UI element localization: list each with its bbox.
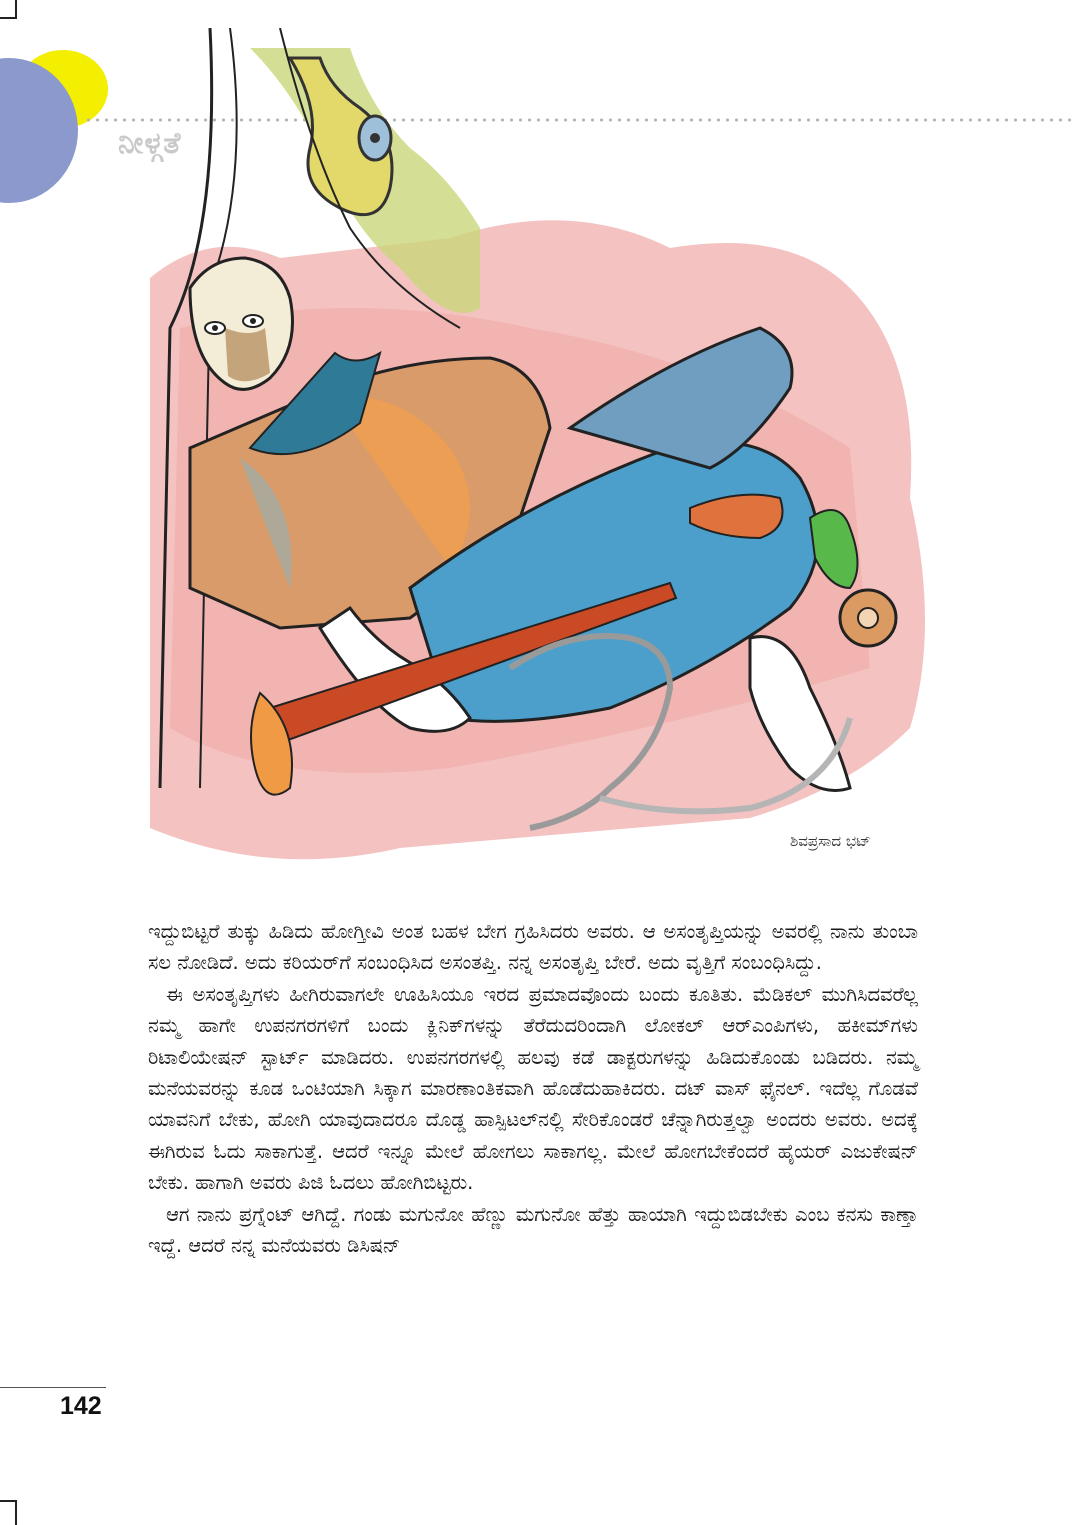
paragraph-2: ಈ ಅಸಂತೃಪ್ತಿಗಳು ಹೀಗಿರುವಾಗಲೇ ಊಹಿಸಿಯೂ ಇರದ ಪ್ರಮಾದವೊಂದು ಬಂದು ಕೂತಿತು. ಮೆಡಿಕಲ್ ಮುಗಿಸಿದವರೆಲ್ಲ ನಮ್ಮ ಹಾಗೇ ಉಪನಗರಗಳಿಗೆ ಬಂದು ಕ್ಲಿನಿಕ್‌ಗಳನ್ನು ತೆರೆದುದರಿಂದಾಗಿ ಲೋಕಲ್ ಆರ್‌ಎಂಪಿಗಳು, ಹಕೀಮ್‌ಗಳು ರಿಟಾಲಿಯೇಷನ್ ಸ್ಟಾರ್ಟ್ ಮಾಡಿದರು. ಉಪನಗರಗಳಲ್ಲಿ ಹಲವು ಕಡೆ ಡಾಕ್ಟರುಗಳನ್ನು ಹಿಡಿದುಕೊಂಡು ಬಡಿದರು. ನಮ್ಮ ಮನೆಯವರನ್ನು ಕೂಡ ಒಂಟಿಯಾಗಿ ಸಿಕ್ಕಾಗ ಮಾರಣಾಂತಿಕವಾಗಿ ಹೊಡೆದುಹಾಕಿದರು. ದಟ್ ವಾಸ್ ಫೈನಲ್. ಇದೆಲ್ಲ ಗೊಡವೆ ಯಾವನಿಗೆ ಬೇಕು, ಹೋಗಿ ಯಾವುದಾದರೂ ದೊಡ್ಡ ಹಾಸ್ಪಿಟಲ್‌ನಲ್ಲಿ ಸೇರಿಕೊಂಡರೆ ಚೆನ್ನಾಗಿರುತ್ತಲ್ವಾ ಅಂದರು ಅವರು. ಅದಕ್ಕೆ ಈಗಿರುವ ಓದು ಸಾಕಾಗುತ್ತೆ. ಆದರೆ ಇನ್ನೂ ಮೇಲೆ ಹೋಗಲು ಸಾಕಾಗಲ್ಲ. ಮೇಲೆ ಹೋಗಬೇಕೆಂದರೆ ಹೈಯರ್ ಎಜುಕೇಷನ್ ಬೇಕು. ಹಾಗಾಗಿ ಅವರು ಪಿಜಿ ಓದಲು ಹೋಗಿಬಿಟ್ಟರು. <box>148 982 918 1195</box>
crop-mark-bottom-left-h <box>0 1500 17 1502</box>
story-illustration <box>150 28 942 886</box>
crop-mark-top-left <box>15 0 17 18</box>
story-body <box>148 916 918 1261</box>
section-title: ನೀಳ್ಗತೆ <box>118 126 182 161</box>
paragraph-3: ಆಗ ನಾನು ಪ್ರಗ್ನೆಂಟ್ ಆಗಿದ್ದೆ. ಗಂಡು ಮಗುನೋ ಹೆಣ್ಣು ಮಗುನೋ ಹೆತ್ತು ಹಾಯಾಗಿ ಇದ್ದುಬಿಡಬೇಕು ಎಂಬ ಕನಸು ಕಾಣ್ತಾ ಇದ್ದೆ. ಆದರೆ ನನ್ನ ಮನೆಯವರು ಡಿಸಿಷನ್ <box>148 1202 918 1258</box>
page-number: 142 <box>60 1392 102 1420</box>
crop-mark-bottom-left <box>15 1500 17 1525</box>
folio-rule <box>0 1387 106 1388</box>
illustration-signature: ಶಿವಪ್ರಸಾದ ಭಟ್ <box>790 832 871 850</box>
paragraph-1: ಇದ್ದುಬಿಟ್ಟರೆ ತುಕ್ಕು ಹಿಡಿದು ಹೋಗ್ತೀವಿ ಅಂತ ಬಹಳ ಬೇಗ ಗ್ರಹಿಸಿದರು ಅವರು. ಆ ಅಸಂತೃಪ್ತಿಯನ್ನು ಅವರಲ್ಲಿ ನಾನು ತುಂಬಾ ಸಲ ನೋಡಿದೆ. ಅದು ಕರಿಯರ್‌ಗೆ ಸಂಬಂಧಿಸಿದ ಅಸಂತಪ್ತಿ. ನನ್ನ ಅಸಂತೃಪ್ತಿ ಬೇರೆ. ಅದು ವೃತ್ತಿಗೆ ಸಂಬಂಧಿಸಿದ್ದು. <box>148 920 918 975</box>
crop-mark-top-left-h <box>0 17 17 19</box>
